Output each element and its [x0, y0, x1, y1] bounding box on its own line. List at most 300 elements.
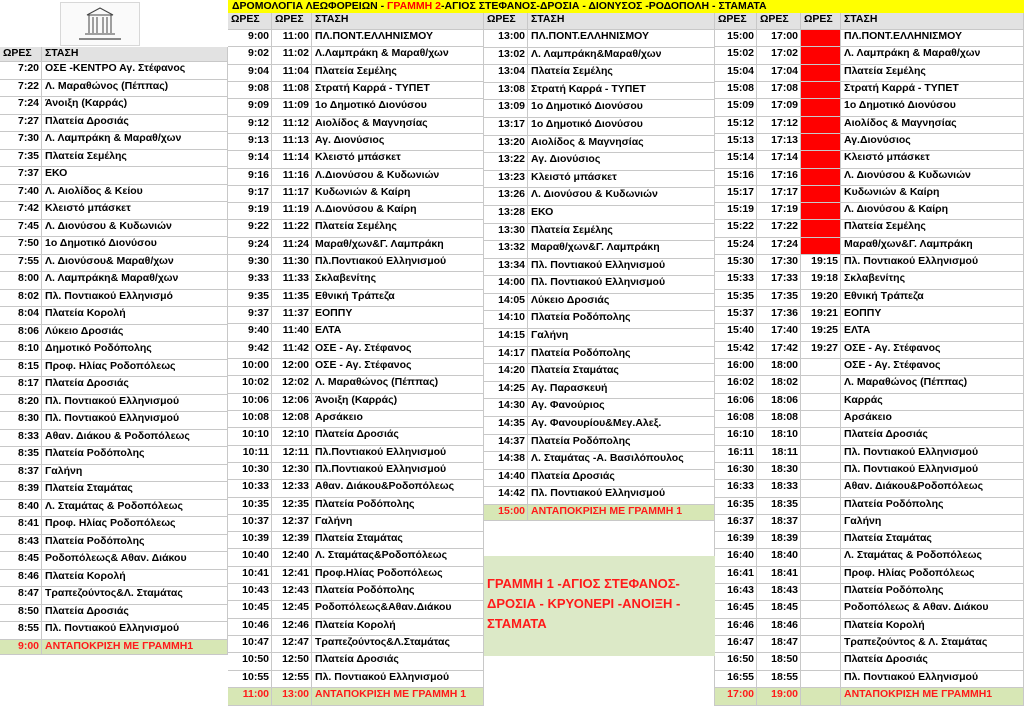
- stop-cell: Αθαν. Διάκου&Ροδοπόλεως: [312, 480, 484, 498]
- stop-cell: ΟΣΕ - Αγ. Στέφανος: [312, 359, 484, 376]
- time-cell: 13:26: [484, 188, 528, 206]
- time-cell: 18:35: [757, 498, 801, 515]
- stop-cell: ΕΟΠΠΥ: [312, 307, 484, 324]
- time-cell: 14:17: [484, 347, 528, 364]
- stop-cell: Γαλήνη: [42, 465, 228, 482]
- stop-cell: Πλατεία Ροδόπολης: [528, 311, 715, 329]
- time-cell: [801, 134, 841, 151]
- time-cell: 15:42: [715, 342, 757, 359]
- time-cell: [801, 653, 841, 671]
- time-cell: 12:43: [272, 584, 312, 601]
- connection-note: ΑΝΤΑΠΟΚΡΙΣΗ ΜΕ ΓΡΑΜΜΗ1: [42, 640, 228, 655]
- time-cell: 16:37: [715, 515, 757, 532]
- time-cell: 7:37: [0, 167, 42, 185]
- time-cell: 18:30: [757, 463, 801, 480]
- time-cell: 12:30: [272, 463, 312, 480]
- time-cell: 8:04: [0, 307, 42, 325]
- time-cell: [801, 220, 841, 238]
- stop-cell: Πλατεία Ροδόπολης: [841, 584, 1024, 601]
- time-cell: 9:33: [228, 272, 272, 290]
- line1-note: ΓΡΑΜΜΗ 1 -ΑΓΙΟΣ ΣΤΕΦΑΝΟΣ-ΔΡΟΣΙΑ - ΚΡΥΟΝΕΡΙ -ΑΝΟΙΞΗ - ΣΤΑΜΑΤΑ: [484, 556, 715, 656]
- hours-header: ΩΡΕΣ: [272, 13, 312, 30]
- time-cell: 17:35: [757, 290, 801, 307]
- hours-header: ΩΡΕΣ: [0, 47, 42, 62]
- time-cell: 12:40: [272, 549, 312, 567]
- time-cell: 13:22: [484, 153, 528, 171]
- time-cell: [801, 99, 841, 117]
- stop-cell: Αιολίδος & Μαγνησίας: [312, 117, 484, 134]
- stop-cell: Στρατή Καρρά - ΤΥΠΕΤ: [841, 82, 1024, 99]
- stop-cell: Πλατεία Δροσιάς: [42, 115, 228, 132]
- time-cell: 17:33: [757, 272, 801, 290]
- stop-cell: Κλειστό μπάσκετ: [42, 202, 228, 220]
- time-cell: 17:08: [757, 82, 801, 99]
- stop-cell: Κλειστό μπάσκετ: [312, 151, 484, 169]
- time-cell: [801, 584, 841, 601]
- stop-cell: Λ. Σταμάτας -Α. Βασιλόπουλος: [528, 452, 715, 470]
- stop-cell: Αγ. Διονύσιος: [312, 134, 484, 151]
- time-cell: 15:33: [715, 272, 757, 290]
- time-cell: 17:12: [757, 117, 801, 134]
- time-cell: 12:10: [272, 428, 312, 446]
- time-cell: 7:27: [0, 115, 42, 132]
- time-cell: 17:36: [757, 307, 801, 324]
- time-cell: 14:00: [484, 276, 528, 294]
- stop-cell: Σκλαβενίτης: [312, 272, 484, 290]
- time-cell: 11:08: [272, 82, 312, 99]
- time-cell: 15:17: [715, 186, 757, 203]
- stop-header: ΣΤΑΣΗ: [312, 13, 484, 30]
- time-cell: [801, 394, 841, 411]
- stop-cell: Μαραθ/χων&Γ. Λαμπράκη: [841, 238, 1024, 255]
- time-cell: 16:46: [715, 619, 757, 636]
- time-cell: 16:40: [715, 549, 757, 567]
- stop-cell: Πλατεία Σεμέλης: [841, 220, 1024, 238]
- time-cell: 11:24: [272, 238, 312, 255]
- time-cell: 14:05: [484, 294, 528, 311]
- stop-cell: Πλ. Ποντιακού Ελληνισμού: [528, 276, 715, 294]
- time-cell: 12:46: [272, 619, 312, 636]
- stop-cell: Πλατεία Κορολή: [42, 307, 228, 325]
- time-cell: 15:04: [715, 65, 757, 82]
- stop-cell: Πλατεία Ροδόπολης: [312, 584, 484, 601]
- time-cell: [801, 82, 841, 99]
- time-cell: 9:35: [228, 290, 272, 307]
- stop-cell: Λ. Διονύσου & Καίρη: [841, 203, 1024, 220]
- time-cell: 17:13: [757, 134, 801, 151]
- stop-cell: Γαλήνη: [312, 515, 484, 532]
- time-cell: 13:30: [484, 224, 528, 241]
- time-cell: 9:08: [228, 82, 272, 99]
- stop-cell: Λ. Διονύσου & Κυδωνιών: [528, 188, 715, 206]
- time-cell: [801, 601, 841, 619]
- connection-time: 17:00: [715, 688, 757, 706]
- time-cell: [801, 359, 841, 376]
- time-cell: 9:22: [228, 220, 272, 238]
- time-cell: 12:35: [272, 498, 312, 515]
- time-cell: 18:33: [757, 480, 801, 498]
- stop-cell: Πλατεία Δροσιάς: [312, 653, 484, 671]
- time-cell: 7:55: [0, 255, 42, 272]
- time-cell: 16:10: [715, 428, 757, 446]
- time-cell: 7:35: [0, 150, 42, 167]
- time-cell: 11:02: [272, 47, 312, 65]
- time-cell: 14:37: [484, 435, 528, 452]
- time-cell: [801, 567, 841, 584]
- time-cell: [801, 463, 841, 480]
- time-cell: 17:17: [757, 186, 801, 203]
- time-cell: 8:33: [0, 430, 42, 447]
- stop-cell: Πλ. Ποντιακού Ελληνισμού: [841, 255, 1024, 272]
- stop-cell: Τραπεζούντος & Λ. Σταμάτας: [841, 636, 1024, 653]
- time-cell: 18:00: [757, 359, 801, 376]
- time-cell: 15:14: [715, 151, 757, 169]
- stop-cell: ΟΣΕ -ΚΕΝΤΡΟ Αγ. Στέφανος: [42, 62, 228, 80]
- time-cell: 8:20: [0, 395, 42, 412]
- time-cell: 8:43: [0, 535, 42, 552]
- connection-note: ΑΝΤΑΠΟΚΡΙΣΗ ΜΕ ΓΡΑΜΜΗ 1: [528, 505, 715, 521]
- time-cell: 9:30: [228, 255, 272, 272]
- stop-cell: Πλατεία Ροδόπολης: [312, 498, 484, 515]
- stop-header: ΣΤΑΣΗ: [42, 47, 228, 62]
- stop-cell: Κλειστό μπάσκετ: [528, 171, 715, 188]
- stop-cell: Λ.Λαμπράκη & Μαραθ/χων: [312, 47, 484, 65]
- time-cell: 8:50: [0, 605, 42, 622]
- time-cell: 10:50: [228, 653, 272, 671]
- stop-cell: Μαραθ/χων&Γ. Λαμπράκη: [312, 238, 484, 255]
- time-cell: 11:17: [272, 186, 312, 203]
- time-cell: 16:45: [715, 601, 757, 619]
- stop-cell: Πλ. Ποντιακού Ελληνισμού: [841, 463, 1024, 480]
- stop-cell: Εθνική Τράπεζα: [312, 290, 484, 307]
- time-cell: 12:06: [272, 394, 312, 411]
- stop-cell: Πλ.Ποντιακού Ελληνισμού: [312, 463, 484, 480]
- time-cell: 16:30: [715, 463, 757, 480]
- stop-cell: ΠΛ.ΠΟΝΤ.ΕΛΛΗΝΙΣΜΟΥ: [528, 30, 715, 48]
- time-cell: 16:43: [715, 584, 757, 601]
- time-cell: 12:47: [272, 636, 312, 653]
- time-cell: 8:40: [0, 500, 42, 517]
- time-cell: 9:09: [228, 99, 272, 117]
- time-cell: 10:00: [228, 359, 272, 376]
- time-cell: 12:00: [272, 359, 312, 376]
- time-cell: 17:00: [757, 30, 801, 47]
- stop-cell: ΠΛ.ΠΟΝΤ.ΕΛΛΗΝΙΣΜΟΥ: [312, 30, 484, 47]
- stop-cell: Πλατεία Ροδόπολης: [42, 535, 228, 552]
- stop-cell: 1ο Δημοτικό Διονύσου: [312, 99, 484, 117]
- time-cell: 8:30: [0, 412, 42, 430]
- time-cell: 8:35: [0, 447, 42, 465]
- stop-cell: Πλατεία Σεμέλης: [528, 224, 715, 241]
- stop-cell: Πλατεία Δροσιάς: [528, 470, 715, 487]
- stop-cell: Λ. Αιολίδος & Κείου: [42, 185, 228, 202]
- stop-cell: Πλ. Ποντιακού Ελληνισμό: [42, 290, 228, 307]
- time-cell: 8:17: [0, 377, 42, 395]
- time-cell: 18:08: [757, 411, 801, 428]
- time-cell: 10:40: [228, 549, 272, 567]
- time-cell: [801, 688, 841, 706]
- time-cell: 10:46: [228, 619, 272, 636]
- stop-cell: Πλατεία Σεμέλης: [528, 65, 715, 83]
- stop-cell: Πλατεία Σεμέλης: [312, 65, 484, 82]
- stop-cell: Αιολίδος & Μαγνησίας: [528, 136, 715, 153]
- time-cell: 7:40: [0, 185, 42, 202]
- time-cell: 12:39: [272, 532, 312, 549]
- blank-area: [484, 656, 715, 706]
- time-cell: 10:08: [228, 411, 272, 428]
- time-cell: 13:09: [484, 100, 528, 118]
- stop-cell: Λ. Σταμάτας & Ροδοπόλεως: [841, 549, 1024, 567]
- time-cell: 12:11: [272, 446, 312, 463]
- stop-cell: Πλατεία Δροσιάς: [841, 653, 1024, 671]
- stop-cell: Λ. Διονύσου & Κυδωνιών: [841, 169, 1024, 186]
- time-cell: 12:08: [272, 411, 312, 428]
- time-cell: 15:16: [715, 169, 757, 186]
- stop-cell: Κυδωνιών & Καίρη: [312, 186, 484, 203]
- time-cell: 10:30: [228, 463, 272, 480]
- time-cell: 15:30: [715, 255, 757, 272]
- time-cell: 9:00: [228, 30, 272, 47]
- time-cell: [801, 428, 841, 446]
- time-cell: 17:14: [757, 151, 801, 169]
- time-cell: 15:09: [715, 99, 757, 117]
- time-cell: 18:43: [757, 584, 801, 601]
- stop-cell: Πλ. Ποντιακού Ελληνισμού: [528, 487, 715, 505]
- municipality-logo: [60, 2, 140, 46]
- time-cell: 8:00: [0, 272, 42, 290]
- stop-cell: ΟΣΕ - Αγ. Στέφανος: [841, 342, 1024, 359]
- time-cell: 12:33: [272, 480, 312, 498]
- time-cell: 15:24: [715, 238, 757, 255]
- time-cell: 16:33: [715, 480, 757, 498]
- stop-cell: Πλ.Ποντιακού Ελληνισμού: [312, 255, 484, 272]
- time-cell: 16:55: [715, 671, 757, 688]
- time-cell: 15:22: [715, 220, 757, 238]
- time-cell: 8:46: [0, 570, 42, 587]
- stop-cell: Σκλαβενίτης: [841, 272, 1024, 290]
- connection-note: ΑΝΤΑΠΟΚΡΙΣΗ ΜΕ ΓΡΑΜΜΗ 1: [312, 688, 484, 706]
- time-cell: 14:15: [484, 329, 528, 347]
- time-cell: [801, 203, 841, 220]
- stop-cell: Αγ.Διονύσιος: [841, 134, 1024, 151]
- time-cell: 10:43: [228, 584, 272, 601]
- stop-cell: Λ. Μαραθώνος (Πέππας): [312, 376, 484, 394]
- time-cell: 12:50: [272, 653, 312, 671]
- time-cell: 16:02: [715, 376, 757, 394]
- time-cell: 10:10: [228, 428, 272, 446]
- stop-cell: Πλατεία Δροσιάς: [42, 377, 228, 395]
- stop-cell: ΟΣΕ - Αγ. Στέφανος: [841, 359, 1024, 376]
- time-cell: 17:42: [757, 342, 801, 359]
- time-cell: 15:00: [715, 30, 757, 47]
- stop-cell: Ροδοπόλεως& Αθαν. Διάκου: [42, 552, 228, 570]
- stop-cell: Λ. Μαραθώνος (Πέππας): [42, 80, 228, 97]
- time-cell: 18:37: [757, 515, 801, 532]
- hours-header: ΩΡΕΣ: [484, 13, 528, 30]
- time-cell: 15:13: [715, 134, 757, 151]
- connection-note: ΑΝΤΑΠΟΚΡΙΣΗ ΜΕ ΓΡΑΜΜΗ1: [841, 688, 1024, 706]
- time-cell: 19:15: [801, 255, 841, 272]
- time-cell: 10:39: [228, 532, 272, 549]
- stop-cell: ΕΟΠΠΥ: [841, 307, 1024, 324]
- time-cell: 18:55: [757, 671, 801, 688]
- time-cell: 10:35: [228, 498, 272, 515]
- time-cell: 15:19: [715, 203, 757, 220]
- time-cell: 11:19: [272, 203, 312, 220]
- time-cell: 14:25: [484, 382, 528, 399]
- time-cell: 16:11: [715, 446, 757, 463]
- stop-cell: Δημοτικό Ροδόπολης: [42, 342, 228, 360]
- time-cell: 15:08: [715, 82, 757, 99]
- stop-cell: 1ο Δημοτικό Διονύσου: [528, 100, 715, 118]
- time-cell: 9:12: [228, 117, 272, 134]
- stop-cell: Τραπεζούντος&Λ. Σταμάτας: [42, 587, 228, 605]
- time-cell: 9:37: [228, 307, 272, 324]
- time-cell: 19:25: [801, 324, 841, 342]
- time-cell: 7:22: [0, 80, 42, 97]
- stop-cell: ΟΣΕ - Αγ. Στέφανος: [312, 342, 484, 359]
- time-cell: 9:17: [228, 186, 272, 203]
- stop-cell: 1ο Δημοτικό Διονύσου: [841, 99, 1024, 117]
- time-cell: [801, 619, 841, 636]
- stop-cell: Προφ. Ηλίας Ροδοπόλεως: [42, 517, 228, 535]
- stop-cell: Ροδοπόλεως & Αθαν. Διάκου: [841, 601, 1024, 619]
- time-cell: 18:11: [757, 446, 801, 463]
- connection-time: 9:00: [0, 640, 42, 655]
- time-cell: 7:45: [0, 220, 42, 237]
- stop-cell: Λ. Σταμάτας&Ροδοπόλεως: [312, 549, 484, 567]
- time-cell: 10:45: [228, 601, 272, 619]
- stop-cell: Αθαν. Διάκου & Ροδοπόλεως: [42, 430, 228, 447]
- time-cell: 8:39: [0, 482, 42, 500]
- time-cell: 17:30: [757, 255, 801, 272]
- time-cell: 13:00: [484, 30, 528, 48]
- stop-cell: ΕΚΟ: [528, 206, 715, 224]
- blank-area: [484, 521, 715, 556]
- time-cell: 8:47: [0, 587, 42, 605]
- stop-cell: ΕΛΤΑ: [312, 324, 484, 342]
- time-cell: 13:02: [484, 48, 528, 65]
- time-cell: 16:06: [715, 394, 757, 411]
- time-cell: 15:40: [715, 324, 757, 342]
- time-cell: 16:39: [715, 532, 757, 549]
- connection-time: 19:00: [757, 688, 801, 706]
- time-cell: 19:18: [801, 272, 841, 290]
- stop-cell: Πλ. Ποντιακού Ελληνισμού: [841, 671, 1024, 688]
- time-cell: 15:35: [715, 290, 757, 307]
- time-cell: 11:16: [272, 169, 312, 186]
- time-cell: 16:35: [715, 498, 757, 515]
- time-cell: 9:02: [228, 47, 272, 65]
- time-cell: 11:04: [272, 65, 312, 82]
- time-cell: [801, 117, 841, 134]
- time-cell: 9:14: [228, 151, 272, 169]
- time-cell: 11:35: [272, 290, 312, 307]
- stop-cell: Πλατεία Κορολή: [841, 619, 1024, 636]
- time-cell: 8:55: [0, 622, 42, 640]
- stop-cell: Πλ.Ποντιακού Ελληνισμού: [312, 446, 484, 463]
- time-cell: 8:15: [0, 360, 42, 377]
- time-cell: 17:24: [757, 238, 801, 255]
- time-cell: 8:37: [0, 465, 42, 482]
- time-cell: 11:33: [272, 272, 312, 290]
- stop-cell: ΕΚΟ: [42, 167, 228, 185]
- time-cell: 14:20: [484, 364, 528, 382]
- page-title: ΔΡΟΜΟΛΟΓΙΑ ΛΕΩΦΟΡΕΙΩΝ - ΓΡΑΜΜΗ 2-ΑΓΙΟΣ ΣΤΕΦΑΝΟΣ-ΔΡΟΣΙΑ - ΔΙΟΝΥΣΟΣ -ΡΟΔΟΠΟΛΗ - ΣΤΑΜΑΤΑ: [228, 0, 1024, 13]
- stop-cell: Λ. Λαμπράκη&Μαραθ/χων: [528, 48, 715, 65]
- time-cell: 13:32: [484, 241, 528, 259]
- time-cell: 18:46: [757, 619, 801, 636]
- time-cell: 16:08: [715, 411, 757, 428]
- stop-cell: Αθαν. Διάκου&Ροδοπόλεως: [841, 480, 1024, 498]
- stop-cell: Πλατεία Ροδόπολης: [42, 447, 228, 465]
- time-cell: 11:12: [272, 117, 312, 134]
- stop-cell: Προφ. Ηλίας Ροδοπόλεως: [42, 360, 228, 377]
- connection-time: 11:00: [228, 688, 272, 706]
- time-cell: 9:04: [228, 65, 272, 82]
- stop-cell: Πλατεία Σταμάτας: [528, 364, 715, 382]
- time-cell: 18:40: [757, 549, 801, 567]
- stop-cell: Λύκειο Δροσιάς: [528, 294, 715, 311]
- time-cell: 7:42: [0, 202, 42, 220]
- time-cell: 7:24: [0, 97, 42, 115]
- time-cell: 18:39: [757, 532, 801, 549]
- time-cell: 17:04: [757, 65, 801, 82]
- stop-cell: Λ. Λαμπράκη & Μαραθ/χων: [841, 47, 1024, 65]
- time-cell: [801, 169, 841, 186]
- stop-cell: Προφ. Ηλίας Ροδοπόλεως: [841, 567, 1024, 584]
- stop-header: ΣΤΑΣΗ: [528, 13, 715, 30]
- stop-cell: Λ.Διονύσου & Κυδωνιών: [312, 169, 484, 186]
- time-cell: 11:30: [272, 255, 312, 272]
- time-cell: 13:17: [484, 118, 528, 136]
- stop-cell: Λ. Διονύσου& Μαραθ/χων: [42, 255, 228, 272]
- time-cell: 15:37: [715, 307, 757, 324]
- stop-cell: Άνοιξη (Καρράς): [312, 394, 484, 411]
- time-cell: [801, 47, 841, 65]
- stop-cell: Πλατεία Σεμέλης: [42, 150, 228, 167]
- time-cell: 9:24: [228, 238, 272, 255]
- stop-cell: Πλ. Ποντιακού Ελληνισμού: [42, 622, 228, 640]
- time-cell: 11:14: [272, 151, 312, 169]
- time-cell: 15:12: [715, 117, 757, 134]
- time-cell: 18:10: [757, 428, 801, 446]
- time-cell: 10:47: [228, 636, 272, 653]
- time-cell: [801, 376, 841, 394]
- stop-cell: Κυδωνιών & Καίρη: [841, 186, 1024, 203]
- stop-cell: Κλειστό μπάσκετ: [841, 151, 1024, 169]
- stop-cell: Πλ. Ποντιακού Ελληνισμού: [312, 671, 484, 688]
- stop-cell: Άνοιξη (Καρράς): [42, 97, 228, 115]
- time-cell: 14:40: [484, 470, 528, 487]
- time-cell: 11:37: [272, 307, 312, 324]
- stop-cell: ΕΛΤΑ: [841, 324, 1024, 342]
- time-cell: [801, 498, 841, 515]
- time-cell: 14:42: [484, 487, 528, 505]
- time-cell: 16:47: [715, 636, 757, 653]
- time-cell: 14:10: [484, 311, 528, 329]
- time-cell: 19:21: [801, 307, 841, 324]
- stop-cell: Στρατή Καρρά - ΤΥΠΕΤ: [528, 83, 715, 100]
- time-cell: 15:02: [715, 47, 757, 65]
- time-cell: 10:11: [228, 446, 272, 463]
- time-cell: [801, 151, 841, 169]
- time-cell: 11:13: [272, 134, 312, 151]
- stop-cell: Πλατεία Κορολή: [312, 619, 484, 636]
- time-cell: 11:42: [272, 342, 312, 359]
- time-cell: 17:40: [757, 324, 801, 342]
- stop-cell: Στρατή Καρρά - ΤΥΠΕΤ: [312, 82, 484, 99]
